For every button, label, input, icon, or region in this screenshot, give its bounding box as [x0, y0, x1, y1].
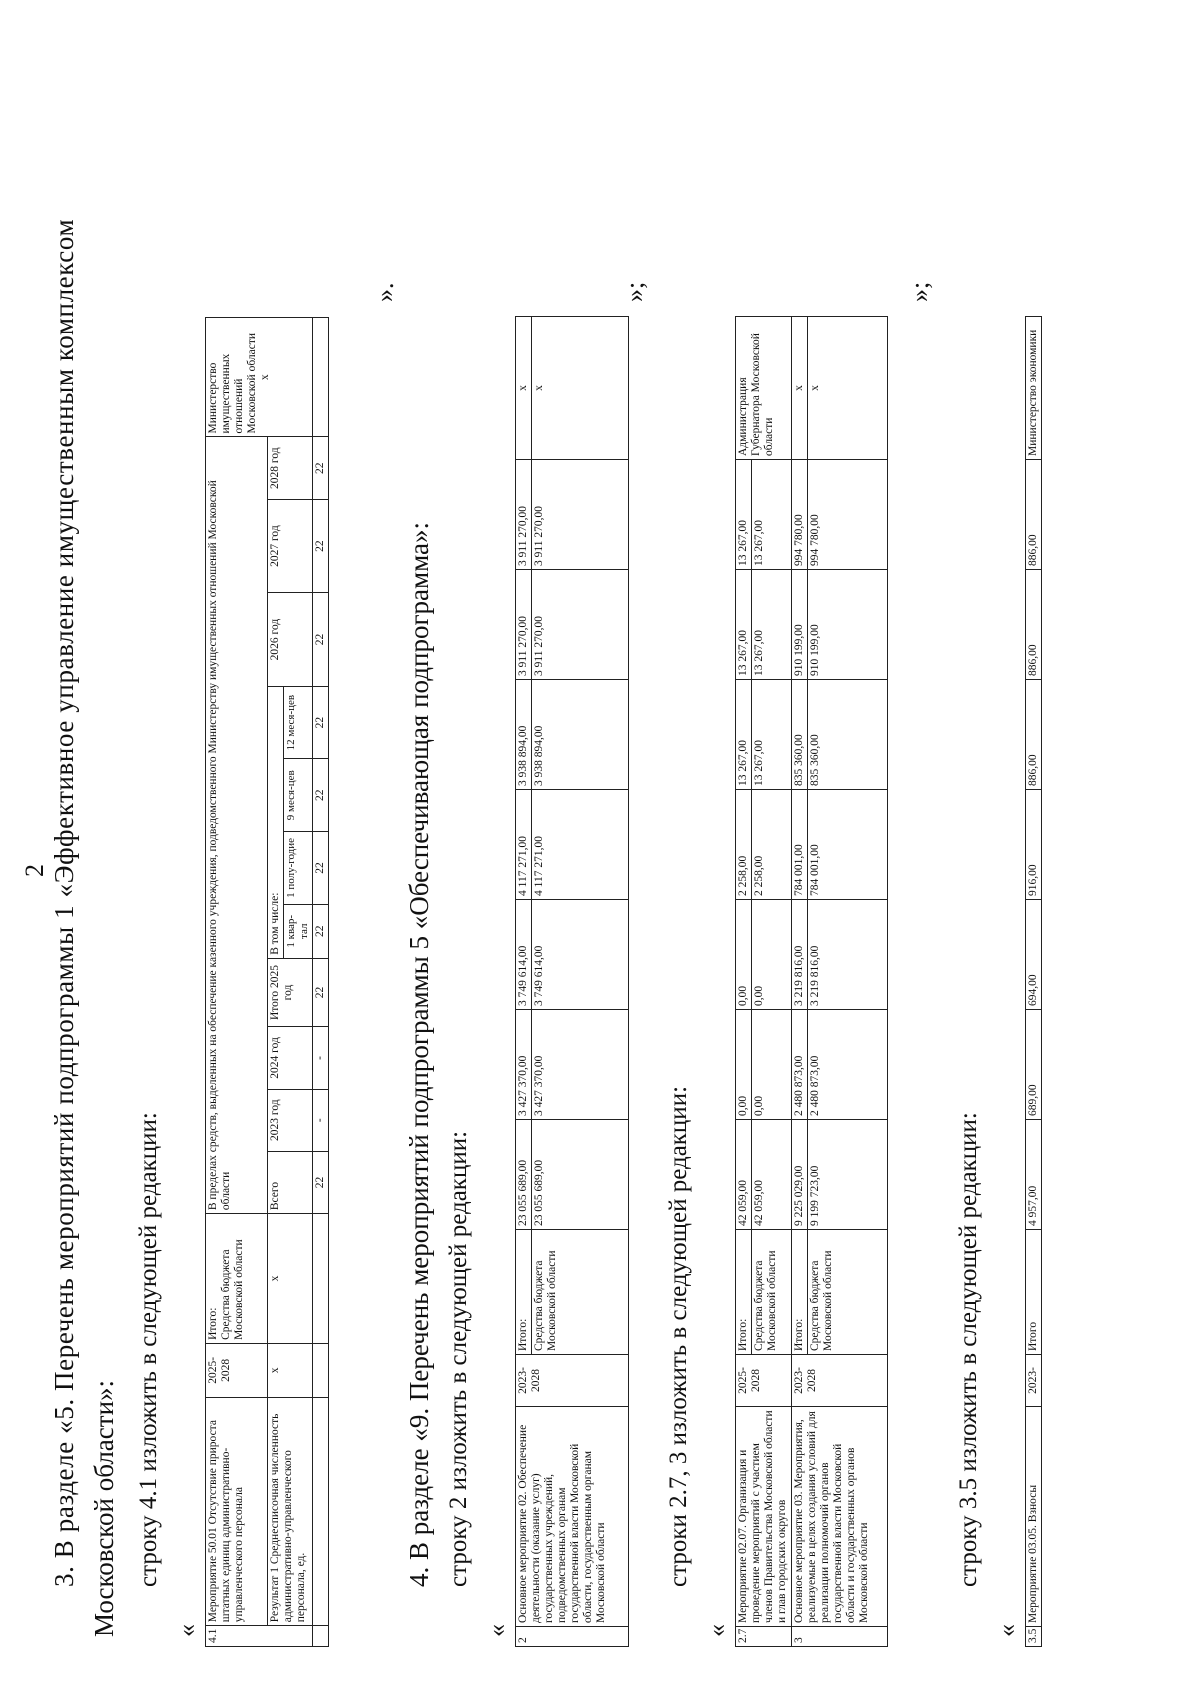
executor-x: x [532, 317, 629, 460]
col-total: Всего [268, 1151, 313, 1213]
value-cell: 13 267,00 [736, 460, 752, 570]
executor-x: x [808, 317, 888, 460]
result-name: Результат 1 Среднесписочная численность административно-управленческого персонала, ед. [268, 1397, 313, 1625]
value-cell: 4 117 271,00 [516, 790, 532, 900]
value-cell: 3 219 816,00 [792, 900, 808, 1010]
value-cell: 13 267,00 [752, 680, 792, 790]
section4-heading: 4. В разделе «9. Перечень мероприятий подпрограммы 5 «Обеспечивающая подпрограмма»: [404, 522, 434, 1587]
value-cell: 13 267,00 [736, 570, 752, 680]
value-cell: 3 911 270,00 [532, 570, 629, 680]
executor-x: x [516, 317, 532, 460]
table-row [516, 317, 532, 1647]
section6-table [1025, 316, 1042, 1647]
col-including: В том числе: [268, 686, 284, 958]
executor-x: x [792, 317, 808, 460]
value-cell: 22 [313, 686, 329, 759]
row-number: 3 [792, 1627, 888, 1647]
value-cell: 3 938 894,00 [532, 680, 629, 790]
value-cell: 22 [313, 904, 329, 958]
value-cell: 886,00 [1026, 460, 1042, 570]
value-cell: 0,00 [752, 900, 792, 1010]
value-cell: 2 480 873,00 [792, 1010, 808, 1120]
value-cell: - [313, 1027, 329, 1089]
section4-open-quote: « [482, 1624, 511, 1637]
value-cell: 4 957,00 [1026, 1120, 1042, 1230]
col-12m: 12 меся-цев [284, 686, 313, 759]
value-cell: 784 001,00 [808, 790, 888, 900]
value-cell: 22 [313, 832, 329, 905]
section6-instruction: строку 3.5 изложить в следующей редакции: [955, 1112, 982, 1587]
row-number: 3.5 [1026, 1627, 1042, 1647]
section4-close-quote: »; [620, 281, 649, 302]
budget-label: Средства бюджета Московской области [752, 1230, 792, 1355]
value-cell: 22 [313, 437, 329, 499]
total-label: Итого: [207, 1307, 219, 1340]
value-cell: 916,00 [1026, 790, 1042, 900]
value-cell: 13 267,00 [752, 460, 792, 570]
row-number: 2.7 [736, 1627, 792, 1647]
page-number: 2 [20, 864, 49, 877]
event-name: Мероприятие 50.01 Отсутствие прироста штатных единиц административно-управленческого персонала [206, 1397, 268, 1625]
value-cell: 0,00 [736, 900, 752, 1010]
table-row [1026, 317, 1042, 1647]
section4-table [515, 316, 629, 1647]
value-cell: 22 [313, 958, 329, 1027]
budget-label: Средства бюджета Московской области [220, 1239, 245, 1340]
col-2028: 2028 год [268, 437, 313, 499]
value-cell: 784 001,00 [792, 790, 808, 900]
value-cell: 694,00 [1026, 900, 1042, 1010]
executor-name: Министерство имущественных отношений Московской области [207, 332, 258, 434]
event-name: Основное мероприятие 02. Обеспечение деятельности (оказание услуг) государственных учреждений, подведомственных органам государственной власти Московской области, государственным органам Московской области [516, 1407, 629, 1627]
value-cell: 994 780,00 [808, 460, 888, 570]
value-cell: 22 [313, 1151, 329, 1213]
total-label: Итого [1026, 1230, 1042, 1355]
section3-heading-line1: 3. В разделе «5. Перечень мероприятий подпрограммы 1 «Эффективное управление имущественным комплексом [49, 218, 79, 1587]
table-row [792, 317, 808, 1647]
limits-text: В пределах средств, выделенных на обеспечение казенного учреждения, подведомственного Министерству имущественных отношений Московской области [206, 437, 268, 1214]
executor-name: Министерство экономики [1026, 317, 1042, 460]
row-number: 2 [516, 1627, 629, 1647]
event-name: Основное мероприятие 03. Мероприятия, реализуемые в целях создания условий для реализации полномочий органов государственной власти Московской области и государственных органов Московской области [792, 1407, 888, 1627]
budget-label: Средства бюджета Московской области [808, 1230, 888, 1355]
years: 2023- [1026, 1355, 1042, 1407]
value-cell: 23 055 689,00 [532, 1120, 629, 1230]
event-name: Мероприятие 02.07. Организация и проведение мероприятий с участием членов Правительства Московской области и глав городских округов [736, 1407, 792, 1627]
value-cell: 3 219 816,00 [808, 900, 888, 1010]
section5-instruction: строки 2.7, 3 изложить в следующей редакции: [665, 1085, 692, 1587]
value-cell: 910 199,00 [808, 570, 888, 680]
section6-open-quote: « [992, 1624, 1021, 1637]
value-cell: 994 780,00 [792, 460, 808, 570]
value-cell: 835 360,00 [792, 680, 808, 790]
executor-name: Администрация Губернатора Московской области [736, 317, 792, 460]
value-cell: 22 [313, 499, 329, 592]
value-cell: 3 749 614,00 [532, 900, 629, 1010]
event-name: Мероприятие 03.05. Взносы [1026, 1407, 1042, 1627]
table-row [268, 318, 284, 1647]
years: 2023-2028 [792, 1355, 888, 1407]
section5-open-quote: « [702, 1624, 731, 1637]
section5-table [735, 316, 888, 1647]
executor-x: x [259, 374, 271, 381]
table-row [206, 318, 268, 1647]
value-cell: 3 938 894,00 [516, 680, 532, 790]
executor [206, 318, 313, 438]
value-cell: 3 911 270,00 [532, 460, 629, 570]
col-2023: 2023 год [268, 1089, 313, 1151]
section3-table [205, 317, 329, 1647]
value-cell: 13 267,00 [752, 570, 792, 680]
result-source-x: x [268, 1214, 313, 1344]
section5-close-quote: »; [905, 281, 934, 302]
value-cell: 23 055 689,00 [516, 1120, 532, 1230]
value-cell: 3 427 370,00 [516, 1010, 532, 1120]
value-cell: 910 199,00 [792, 570, 808, 680]
value-cell: 13 267,00 [736, 680, 752, 790]
col-itogo-2025: Итого 2025 год [268, 958, 313, 1027]
value-cell: 42 059,00 [736, 1120, 752, 1230]
value-cell: - [313, 1089, 329, 1151]
col-9m: 9 меся-цев [284, 759, 313, 832]
section3-heading-line2: Московской области»: [89, 1379, 119, 1637]
table-row [313, 318, 329, 1647]
funding-source [206, 1214, 268, 1344]
value-cell: 886,00 [1026, 570, 1042, 680]
row-number: 4.1 [206, 1626, 313, 1647]
value-cell: 9 225 029,00 [792, 1120, 808, 1230]
section4-instruction: строку 2 изложить в следующей редакции: [445, 1130, 472, 1587]
value-cell: 3 427 370,00 [532, 1010, 629, 1120]
col-2027: 2027 год [268, 499, 313, 592]
section3-instruction: строку 4.1 изложить в следующей редакции: [135, 1112, 162, 1587]
value-cell: 3 749 614,00 [516, 900, 532, 1010]
total-label: Итого: [792, 1230, 808, 1355]
value-cell: 2 480 873,00 [808, 1010, 888, 1120]
years: 2025-2028 [206, 1343, 268, 1397]
section3-close-quote: ». [370, 282, 399, 302]
table-row [736, 317, 752, 1647]
col-2024: 2024 год [268, 1027, 313, 1089]
col-q1: 1 квар-тал [284, 904, 313, 958]
value-cell: 2 258,00 [736, 790, 752, 900]
value-cell: 9 199 723,00 [808, 1120, 888, 1230]
value-cell: 3 911 270,00 [516, 570, 532, 680]
total-label: Итого: [736, 1230, 752, 1355]
years: 2023-2028 [516, 1355, 629, 1407]
col-2026: 2026 год [268, 593, 313, 686]
col-h1: 1 полу-годие [284, 832, 313, 905]
value-cell: 22 [313, 759, 329, 832]
value-cell: 835 360,00 [808, 680, 888, 790]
value-cell: 0,00 [752, 1010, 792, 1120]
value-cell: 886,00 [1026, 680, 1042, 790]
budget-label: Средства бюджета Московской области [532, 1230, 629, 1355]
value-cell: 0,00 [736, 1010, 752, 1120]
value-cell: 3 911 270,00 [516, 460, 532, 570]
value-cell: 689,00 [1026, 1010, 1042, 1120]
total-label: Итого: [516, 1230, 532, 1355]
value-cell: 42 059,00 [752, 1120, 792, 1230]
years: 2025-2028 [736, 1355, 792, 1407]
result-years-x: x [268, 1343, 313, 1397]
value-cell: 2 258,00 [752, 790, 792, 900]
section3-open-quote: « [172, 1624, 201, 1637]
value-cell: 22 [313, 593, 329, 686]
value-cell: 4 117 271,00 [532, 790, 629, 900]
